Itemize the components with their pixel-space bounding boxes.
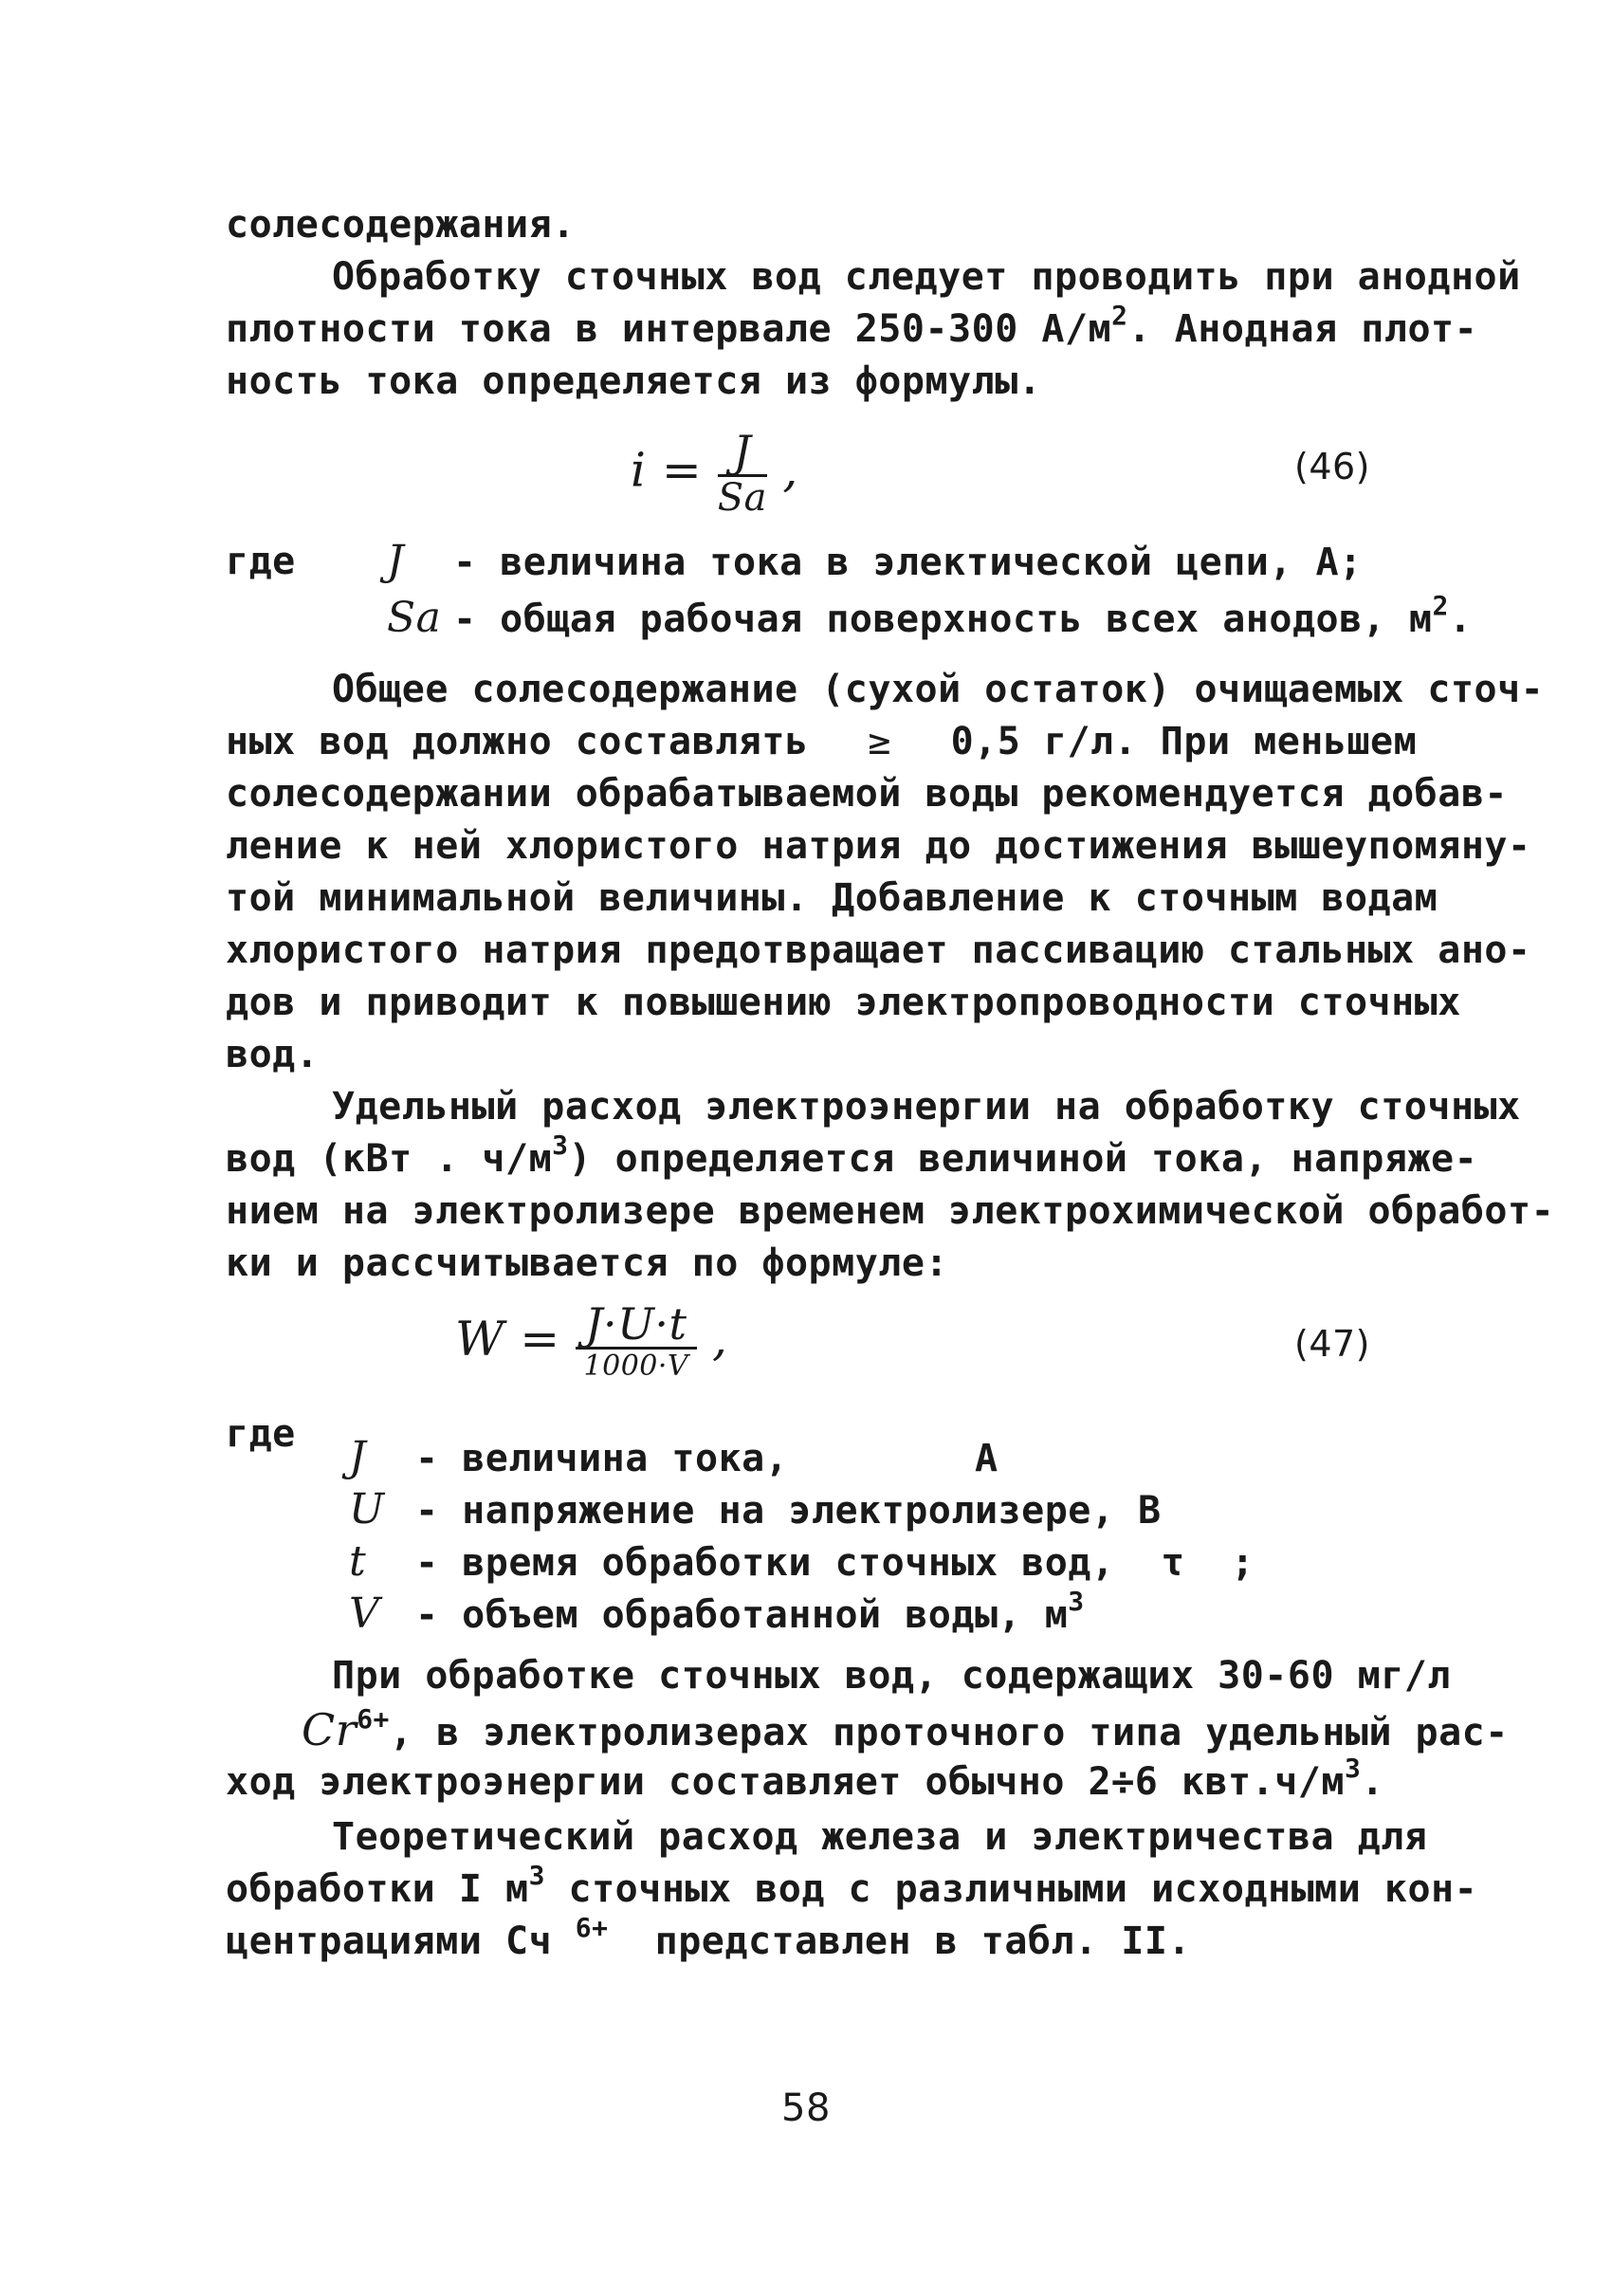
text-line xyxy=(332,1081,1521,1132)
fraction-numerator: J xyxy=(718,429,767,477)
fraction xyxy=(717,426,767,520)
fraction-denominator: 1000·V xyxy=(583,1350,689,1383)
text-line xyxy=(226,1029,319,1080)
symbol: U xyxy=(349,1485,385,1534)
text: . xyxy=(1448,597,1473,641)
text: 0,5 г/л. При меньшем xyxy=(950,720,1418,763)
superscript: 6+ xyxy=(575,1912,609,1943)
text: обработки I м xyxy=(226,1867,529,1911)
formula-47 xyxy=(455,1298,728,1384)
text-line xyxy=(332,1811,1427,1863)
text-line xyxy=(332,664,1544,715)
text: нием на электролизере временем электрохимической обработ- xyxy=(226,1189,1555,1233)
definition: - величина тока в электической цепи, А; xyxy=(453,541,1363,584)
text: вод. xyxy=(226,1033,320,1076)
symbol: J xyxy=(387,537,405,585)
where-label: где xyxy=(226,1412,296,1456)
text-line xyxy=(226,356,1041,407)
superscript: 3 xyxy=(552,1130,569,1161)
text-line xyxy=(226,872,1438,924)
text: вод (кВт . ч/м xyxy=(226,1137,553,1181)
equation-number: (47) xyxy=(1294,1323,1371,1365)
text-line xyxy=(226,1860,1478,1915)
superscript: 2 xyxy=(1432,590,1449,621)
definition: - величина тока, А xyxy=(415,1437,998,1480)
text-line xyxy=(226,716,1417,767)
text-line xyxy=(332,1650,1451,1701)
text-line xyxy=(332,251,1521,303)
text: сточных вод с различными исходными кон- xyxy=(544,1867,1478,1911)
text: Теоретический расход железа и электричества для xyxy=(332,1815,1428,1859)
text: хлористого натрия предотвращает пассивацию стальных ано- xyxy=(226,928,1531,972)
text: ход электроэнергии составляет обычно 2÷6 квт.ч/м xyxy=(226,1760,1345,1804)
page-number: 58 xyxy=(781,2086,831,2130)
where-line xyxy=(226,536,296,587)
fraction xyxy=(576,1298,696,1384)
symbol: Sa xyxy=(387,594,442,642)
definition-line xyxy=(349,1484,1162,1536)
symbol: t xyxy=(349,1537,367,1586)
definition-line xyxy=(349,1536,1255,1589)
definition: - объем обработанной воды, м xyxy=(415,1593,1069,1637)
text: плотности тока в интервале 250-300 А/м xyxy=(226,307,1112,351)
text-line xyxy=(226,1130,1478,1185)
text: солесодержании обрабатываемой воды рекомендуется добав- xyxy=(226,772,1509,816)
text: центрациями Cч xyxy=(226,1919,576,1963)
text: При обработке сточных вод, содержащих 30-60 мг/л xyxy=(332,1654,1451,1698)
text-line xyxy=(226,1753,1384,1808)
text: Обработку сточных вод следует проводить при анодной xyxy=(332,255,1521,299)
superscript: 2 xyxy=(1111,300,1128,331)
text: ление к ней хлористого натрия до достижения вышеупомяну- xyxy=(226,824,1531,868)
text-line xyxy=(226,768,1508,819)
superscript: 3 xyxy=(1068,1586,1085,1617)
text: ность тока определяется из формулы. xyxy=(226,359,1042,403)
text-line xyxy=(226,1912,1192,1967)
text: солесодержания. xyxy=(226,203,576,247)
text: Удельный расход электроэнергии на обработку сточных xyxy=(332,1085,1521,1129)
symbol: ≥ xyxy=(868,720,891,763)
text: ) определяется величиной тока, напряже- xyxy=(568,1137,1478,1181)
text: ных вод должно составлять xyxy=(226,720,809,763)
superscript: 3 xyxy=(528,1860,545,1891)
text-line xyxy=(226,820,1531,872)
equation-number: (46) xyxy=(1294,446,1371,487)
definition: - общая рабочая поверхность всех анодов, м xyxy=(453,597,1433,641)
definition-line xyxy=(387,536,1363,588)
text-line xyxy=(226,199,576,250)
text: дов и приводит к повышению электропроводности сточных xyxy=(226,981,1461,1024)
text-line xyxy=(226,300,1478,355)
formula-tail: , xyxy=(711,1311,728,1367)
where-label: где xyxy=(226,540,296,583)
fraction-denominator: Sa xyxy=(717,476,767,520)
definition-line xyxy=(349,1432,998,1484)
superscript: 3 xyxy=(1344,1753,1362,1784)
text-line xyxy=(302,1704,1509,1758)
text: той минимальной величины. Добавление к сточным водам xyxy=(226,876,1438,920)
symbol: V xyxy=(349,1589,380,1638)
superscript: 6+ xyxy=(357,1703,390,1735)
definition: - время обработки сточных вод, τ ; xyxy=(415,1541,1255,1585)
symbol: Cr xyxy=(302,1704,357,1755)
formula-lhs: i = xyxy=(631,442,703,498)
text: представлен в табл. II. xyxy=(608,1919,1192,1963)
formula-46 xyxy=(631,426,798,520)
text: ки и рассчитывается по формуле: xyxy=(226,1241,949,1285)
definition: - напряжение на электролизере, В xyxy=(415,1489,1162,1533)
definition-line xyxy=(349,1586,1085,1641)
formula-lhs: W = xyxy=(455,1311,560,1367)
text: , в электролизерах проточного типа удельный рас- xyxy=(389,1711,1509,1754)
where-line xyxy=(226,1408,296,1460)
text: . Анодная плот- xyxy=(1127,307,1478,351)
text-line xyxy=(226,1185,1554,1237)
text-line xyxy=(226,977,1461,1028)
text: . xyxy=(1361,1760,1384,1804)
text-line xyxy=(226,925,1531,976)
symbol: J xyxy=(349,1433,367,1481)
fraction-numerator: J·U·t xyxy=(576,1301,696,1350)
text: Общее солесодержание (сухой остаток) очищаемых сточ- xyxy=(332,668,1545,711)
formula-tail: , xyxy=(782,442,798,498)
text-line xyxy=(226,1238,948,1289)
definition-line xyxy=(387,590,1473,645)
